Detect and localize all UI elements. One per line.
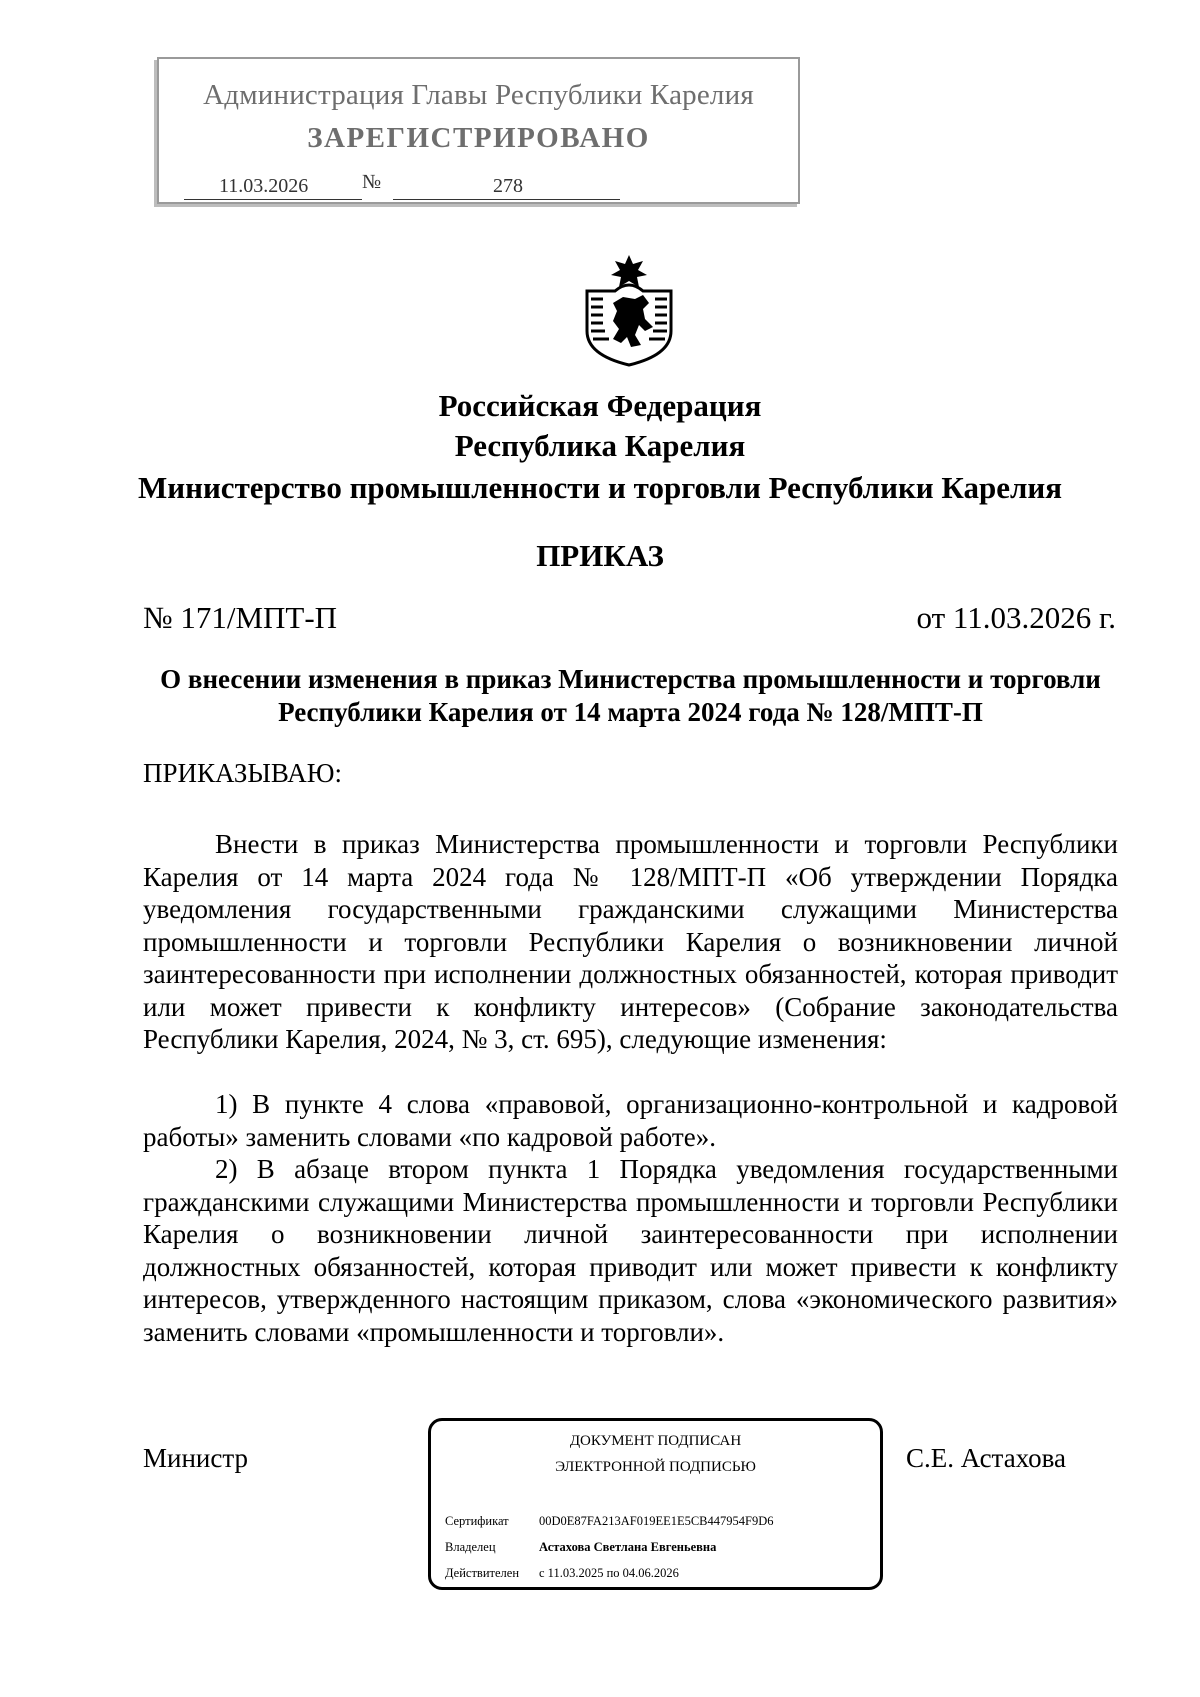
- esig-certificate-label: Сертификат: [445, 1514, 509, 1528]
- stamp-number-sign: №: [362, 171, 382, 193]
- stamp-number: 278: [493, 175, 523, 197]
- ministry-heading: Министерство промышленности и торговли Республики Карелия: [137, 470, 1063, 505]
- body-paragraph-3: 2) В абзаце втором пункта 1 Порядка уведомления государственными гражданскими служащими Министерства промышленности и торговли Республики Карелия о возникновении личной заинтересованности при исполнении должностных обязанностей, которая приводит или может привести к конфликту интересов, утвержденного настоящим приказом, слова «экономического развития» заменить словами «промышленности и торговли».: [143, 1154, 1118, 1347]
- stamp-number-field: [393, 173, 620, 200]
- signatory-position: Министр: [143, 1443, 248, 1473]
- signatory-name: С.Е. Астахова: [906, 1443, 1067, 1473]
- region-heading: Республика Карелия: [454, 428, 746, 463]
- electronic-signature-stamp: [428, 1418, 883, 1590]
- esig-owner-row: [445, 1540, 716, 1555]
- body-paragraph-1: Внести в приказ Министерства промышленности и торговли Республики Карелия от 14 марта 2024 года № 128/МПТ-П «Об утверждении Порядка уведомления государственными гражданскими служащими Министерства промышленности и торговли Республики Карелия о возникновении личной заинтересованности при исполнении должностных обязанностей, которая приводит или может привести к конфликту интересов» (Собрание законодательства Республики Карелия, 2024, № 3, ст. 695), следующие изменения:: [143, 829, 1118, 1054]
- decree-word: ПРИКАЗЫВАЮ:: [143, 758, 342, 788]
- esig-owner-label: Владелец: [445, 1540, 496, 1554]
- esig-certificate-row: [445, 1514, 774, 1529]
- stamp-date: 11.03.2026: [219, 175, 309, 197]
- order-date: от 11.03.2026 г.: [916, 600, 1116, 635]
- order-subject: О внесении изменения в приказ Министерства промышленности и торговли Республики Карелия от 14 марта 2024 года № 128/МПТ-П: [160, 664, 1101, 727]
- esig-valid-row: [445, 1566, 679, 1581]
- body-paragraph-2: 1) В пункте 4 слова «правовой, организационно-контрольной и кадровой работы» заменить словами «по кадровой работе».: [143, 1089, 1118, 1152]
- esig-title-1: ДОКУМЕНТ ПОДПИСАН: [569, 1433, 742, 1449]
- esig-valid-label: Действителен: [445, 1566, 520, 1580]
- esig-certificate: 00D0E87FA213AF019EE1E5CB447954F9D6: [539, 1514, 774, 1528]
- document-type: ПРИКАЗ: [536, 538, 664, 573]
- karelia-coat-of-arms-icon: [583, 253, 675, 367]
- esig-valid: с 11.03.2025 по 04.06.2026: [539, 1566, 679, 1580]
- stamp-date-field: [184, 173, 362, 200]
- esig-owner: Астахова Светлана Евгеньевна: [539, 1540, 717, 1554]
- registration-stamp: [157, 57, 800, 204]
- stamp-organization: Администрация Главы Республики Карелия: [203, 79, 754, 111]
- order-number: № 171/МПТ-П: [143, 600, 338, 635]
- country-heading: Российская Федерация: [438, 388, 762, 423]
- stamp-status: ЗАРЕГИСТРИРОВАНО: [307, 122, 650, 154]
- esig-title-2: ЭЛЕКТРОННОЙ ПОДПИСЬЮ: [555, 1459, 756, 1475]
